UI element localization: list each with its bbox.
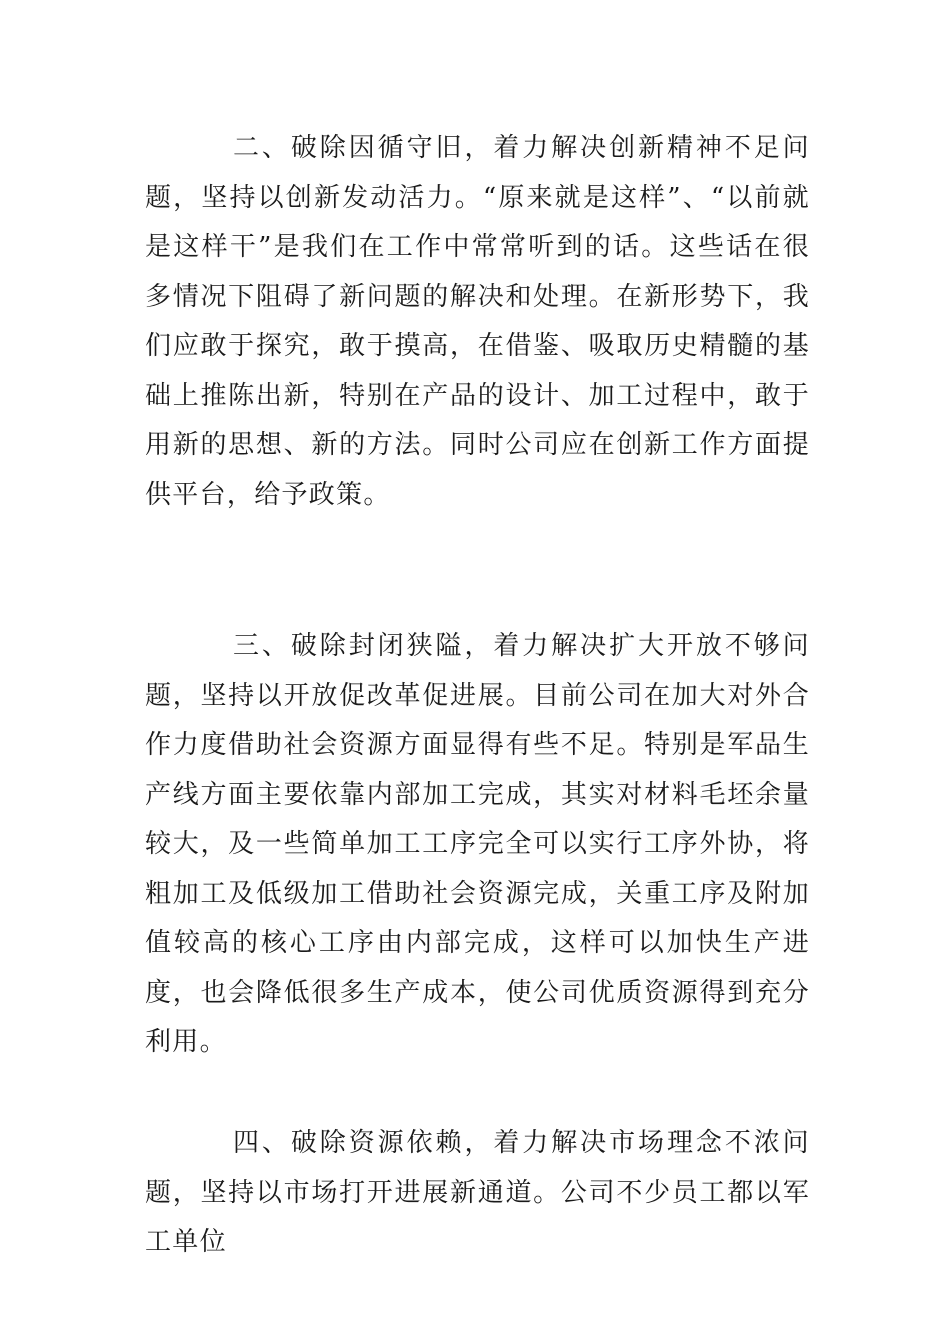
paragraph-section-2: 二、破除因循守旧，着力解决创新精神不足问题，坚持以创新发动活力。“原来就是这样”、“以前就是这样干”是我们在工作中常常听到的话。这些话在很多情况下阻碍了新问题的解决和处理。在新形势下，我们应敢于探究，敢于摸高，在借鉴、吸取历史精髓的基础上推陈出新，特别在产品的设计、加工过程中，敢于用新的思想、新的方法。同时公司应在创新工作方面提供平台，给予政策。 (145, 133, 810, 510)
paragraph-section-3: 三、破除封闭狭隘，着力解决扩大开放不够问题，坚持以开放促改革促进展。目前公司在加大对外合作力度借助社会资源方面显得有些不足。特别是军品生产线方面主要依靠内部加工完成，其实对材料毛坯余量较大，及一些简单加工工序完全可以实行工序外协，将粗加工及低级加工借助社会资源完成，关重工序及附加值较高的核心工序由内部完成，这样可以加快生产进度，也会降低很多生产成本，使公司优质资源得到充分利用。 (145, 631, 810, 1057)
paragraph-section-4: 四、破除资源依赖，着力解决市场理念不浓问题，坚持以市场打开进展新通道。公司不少员工都以军工单位 (145, 1128, 810, 1257)
